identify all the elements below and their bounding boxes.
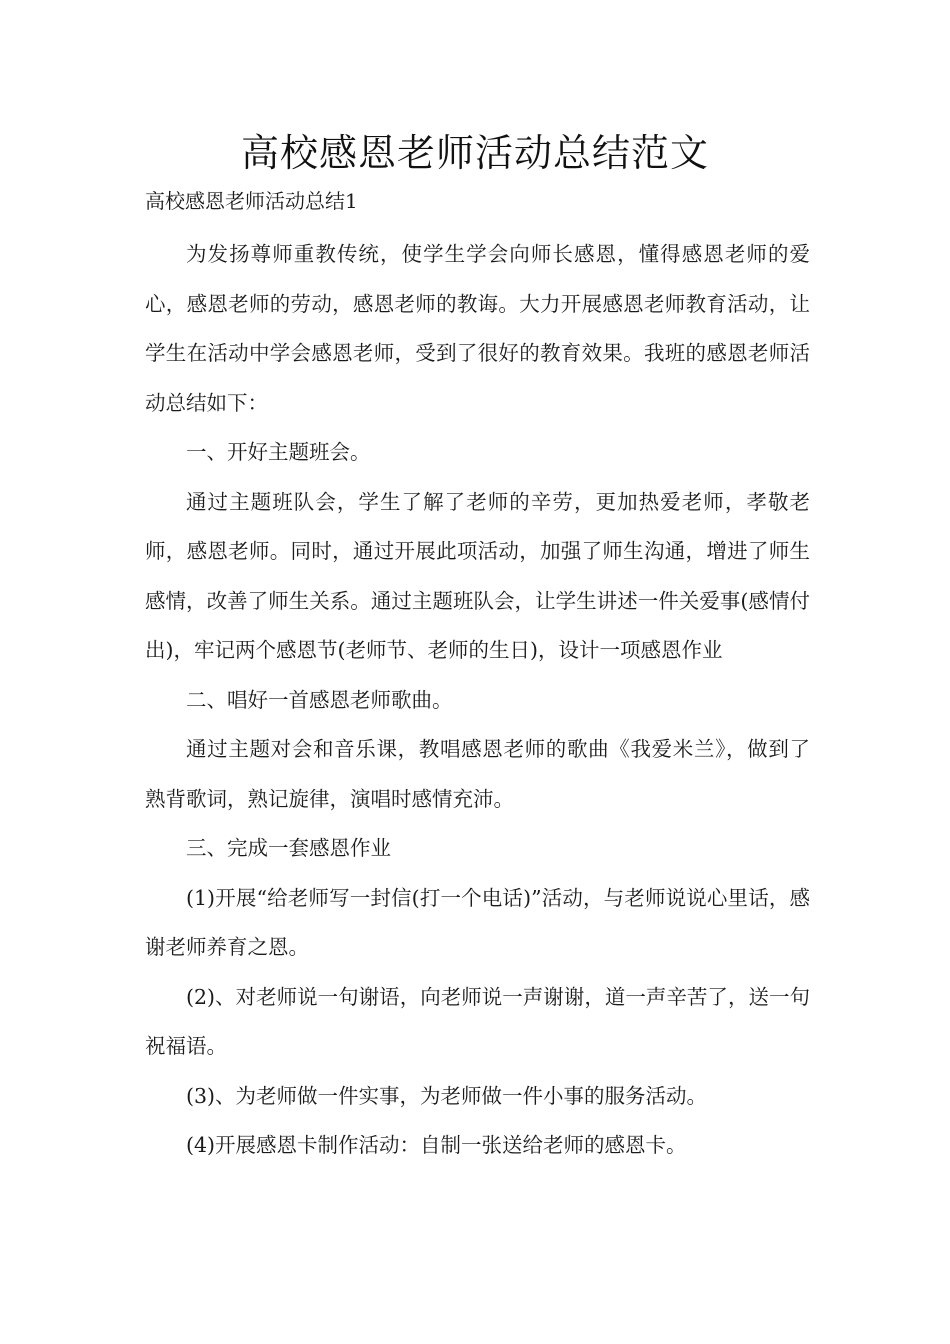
list-item-2: (2)、对老师说一句谢语，向老师说一声谢谢，道一声辛苦了，送一句祝福语。: [145, 984, 810, 1058]
section-subtitle: 高校感恩老师活动总结1: [145, 189, 358, 213]
page-title: 高校感恩老师活动总结范文: [240, 131, 709, 175]
document-body: [145, 230, 810, 1171]
paragraph-intro: 为发扬尊师重教传统，使学生学会向师长感恩，懂得感恩老师的爱心，感恩老师的劳动，感恩老师的教诲。大力开展感恩老师教育活动，让学生在活动中学会感恩老师，受到了很好的教育效果。我班的感恩老师活动总结如下：: [145, 242, 810, 415]
list-item-4: (4)开展感恩卡制作活动：自制一张送给老师的感恩卡。: [186, 1133, 687, 1157]
paragraph-section-1: 通过主题班队会，学生了解了老师的辛劳，更加热爱老师，孝敬老师，感恩老师。同时，通过开展此项活动，加强了师生沟通，增进了师生感情，改善了师生关系。通过主题班队会，让学生讲述一件关爱事(感情付出)，牢记两个感恩节(老师节、老师的生日)，设计一项感恩作业: [145, 489, 810, 662]
list-item-3: (3)、为老师做一件实事，为老师做一件小事的服务活动。: [186, 1083, 708, 1108]
paragraph-section-2: 通过主题对会和音乐课，教唱感恩老师的歌曲《我爱米兰》，做到了熟背歌词，熟记旋律，演唱时感情充沛。: [145, 737, 810, 811]
heading-section-1: 一、开好主题班会。: [186, 440, 371, 464]
heading-section-3: 三、完成一套感恩作业: [186, 836, 391, 860]
heading-section-2: 二、唱好一首感恩老师歌曲。: [186, 687, 453, 712]
list-item-1: (1)开展“给老师写一封信(打一个电话)”活动，与老师说说心里话，感谢老师养育之恩。: [145, 885, 810, 959]
